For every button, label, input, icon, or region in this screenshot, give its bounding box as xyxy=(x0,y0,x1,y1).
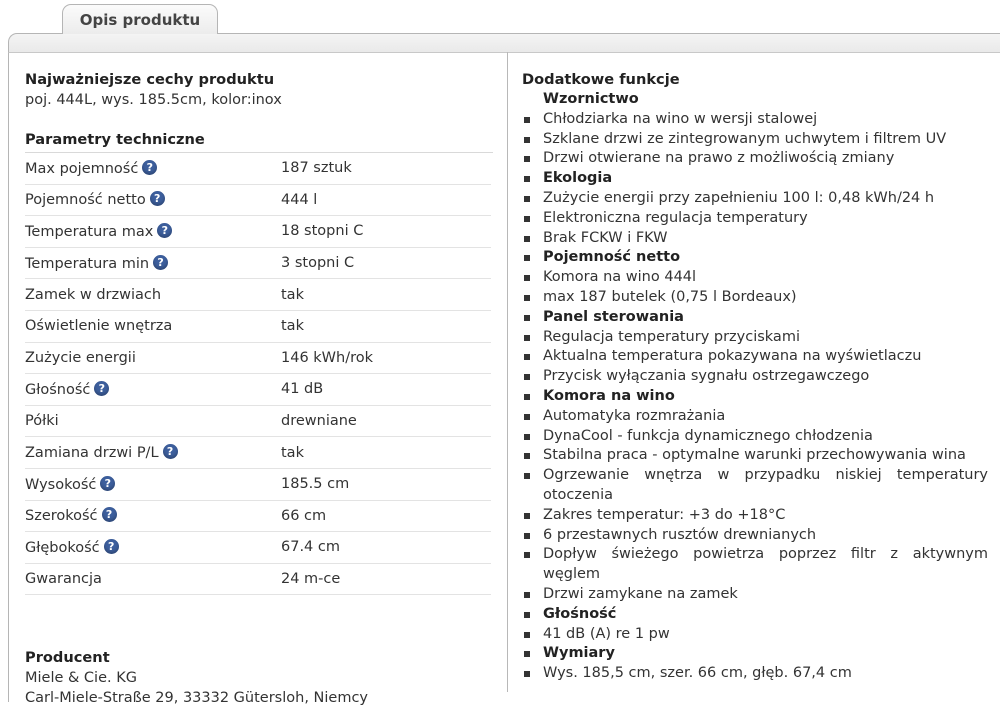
bullet-square-icon xyxy=(524,354,530,360)
param-name: Pojemność netto xyxy=(25,192,146,209)
feature-text: Brak FCKW i FKW xyxy=(543,229,668,246)
tab-product-description[interactable]: Opis produktu xyxy=(62,4,218,34)
param-name: Wysokość xyxy=(25,476,97,493)
feature-text: Ogrzewanie wnętrza w przypadku niskiej temperatury otoczenia xyxy=(543,467,988,503)
features-heading: Najważniejsze cechy produktu xyxy=(25,71,275,88)
feature-item xyxy=(522,328,988,348)
feature-text: Regulacja temperatury przyciskami xyxy=(543,328,800,345)
left-column xyxy=(25,70,493,708)
param-name-cell xyxy=(25,437,281,469)
bullet-square-icon xyxy=(524,236,530,242)
param-row xyxy=(25,310,491,342)
param-name: Zamiana drzwi P/L xyxy=(25,445,159,462)
feature-text: max 187 butelek (0,75 l Bordeaux) xyxy=(543,288,797,305)
feature-text: Wymiary xyxy=(543,645,615,662)
feature-text: Wys. 185,5 cm, szer. 66 cm, głęb. 67,4 cm xyxy=(543,665,852,682)
feature-item xyxy=(522,526,988,546)
feature-text: Chłodziarka na wino w wersji stalowej xyxy=(543,110,818,127)
right-column xyxy=(522,70,988,684)
param-value: drewniane xyxy=(281,405,491,437)
feature-text: 41 dB (A) re 1 pw xyxy=(543,625,670,642)
param-value: 18 stopni C xyxy=(281,216,491,248)
param-value: 67.4 cm xyxy=(281,532,491,564)
feature-item xyxy=(522,288,988,308)
bullet-square-icon xyxy=(524,632,530,638)
param-name-cell xyxy=(25,500,281,532)
bullet-square-icon xyxy=(524,552,530,558)
feature-item xyxy=(522,229,988,249)
param-name: Temperatura min xyxy=(25,255,150,272)
param-name-cell xyxy=(25,184,281,216)
bullet-square-icon xyxy=(524,295,530,301)
bullet-square-icon xyxy=(524,137,530,143)
feature-text: Drzwi otwierane na prawo z możliwością zmiany xyxy=(543,150,895,167)
extra-features-list xyxy=(522,90,988,684)
bullet-square-icon xyxy=(524,533,530,539)
param-row xyxy=(25,532,491,564)
feature-subheading xyxy=(522,387,988,407)
param-name-cell xyxy=(25,532,281,564)
param-name-cell xyxy=(25,279,281,311)
param-name: Zamek w drzwiach xyxy=(25,286,162,303)
param-name: Zużycie energii xyxy=(25,349,136,366)
param-value: 444 l xyxy=(281,184,491,216)
help-question-icon[interactable]: ? xyxy=(153,255,168,270)
param-name-cell xyxy=(25,468,281,500)
feature-item xyxy=(522,367,988,387)
feature-item xyxy=(522,466,988,506)
param-name: Głębokość xyxy=(25,539,100,556)
param-value: tak xyxy=(281,437,491,469)
bullet-square-icon xyxy=(524,255,530,261)
param-value: 146 kWh/rok xyxy=(281,342,491,374)
param-row xyxy=(25,563,491,595)
param-name-cell xyxy=(25,153,281,184)
param-name: Szerokość xyxy=(25,508,98,525)
feature-text: Głośność xyxy=(543,605,617,622)
feature-item xyxy=(522,130,988,150)
params-heading: Parametry techniczne xyxy=(25,130,493,153)
bullet-square-icon xyxy=(524,434,530,440)
feature-text: 6 przestawnych rusztów drewnianych xyxy=(543,526,817,543)
feature-text: Szklane drzwi ze zintegrowanym uchwytem i filtrem UV xyxy=(543,130,947,147)
param-row xyxy=(25,405,491,437)
feature-item xyxy=(522,545,988,585)
param-row xyxy=(25,279,491,311)
param-value: 3 stopni C xyxy=(281,247,491,279)
help-question-icon[interactable]: ? xyxy=(157,223,172,238)
param-name-cell xyxy=(25,310,281,342)
param-value: 187 sztuk xyxy=(281,153,491,184)
bullet-square-icon xyxy=(524,176,530,182)
feature-text: Panel sterowania xyxy=(543,308,684,325)
param-value: 24 m-ce xyxy=(281,563,491,595)
param-name: Gwarancja xyxy=(25,571,102,588)
feature-text: Ekologia xyxy=(543,170,613,187)
bullet-square-icon xyxy=(524,275,530,281)
bullet-square-icon xyxy=(524,196,530,202)
param-name: Max pojemność xyxy=(25,160,139,177)
feature-item xyxy=(522,625,988,645)
feature-subheading xyxy=(522,605,988,625)
param-row xyxy=(25,374,491,406)
feature-text: Pojemność netto xyxy=(543,249,681,266)
param-value: 185.5 cm xyxy=(281,468,491,500)
feature-subheading xyxy=(522,169,988,189)
help-question-icon[interactable]: ? xyxy=(142,160,157,175)
producer-section xyxy=(25,648,493,708)
bullet-square-icon xyxy=(524,216,530,222)
feature-item xyxy=(522,407,988,427)
bullet-square-icon xyxy=(524,513,530,519)
feature-text: Stabilna praca - optymalne warunki przechowywania wina xyxy=(543,447,966,464)
feature-text: Zużycie energii przy zapełnieniu 100 l: 0,48 kWh/24 h xyxy=(543,189,935,206)
feature-item xyxy=(522,110,988,130)
bullet-square-icon xyxy=(524,671,530,677)
param-name-cell xyxy=(25,563,281,595)
param-row xyxy=(25,342,491,374)
feature-text: Dopływ świeżego powietrza poprzez filtr z aktywnym węglem xyxy=(543,546,988,583)
help-question-icon[interactable]: ? xyxy=(94,381,109,396)
param-name-cell xyxy=(25,374,281,406)
feature-text: Wzornictwo xyxy=(543,91,639,107)
param-name: Głośność xyxy=(25,381,91,398)
feature-text: DynaCool - funkcja dynamicznego chłodzenia xyxy=(543,427,873,444)
help-question-icon[interactable]: ? xyxy=(102,507,117,522)
param-name-cell xyxy=(25,247,281,279)
feature-item xyxy=(522,664,988,684)
param-row xyxy=(25,468,491,500)
feature-text: Aktualna temperatura pokazywana na wyświetlaczu xyxy=(543,348,922,365)
feature-text: Automatyka rozmrażania xyxy=(543,407,726,424)
tab-panel-header xyxy=(8,33,1000,53)
feature-item xyxy=(522,506,988,526)
param-row xyxy=(25,184,491,216)
bullet-square-icon xyxy=(524,473,530,479)
bullet-square-icon xyxy=(524,651,530,657)
help-question-icon[interactable]: ? xyxy=(100,476,115,491)
param-name: Temperatura max xyxy=(25,223,154,240)
extra-features-heading: Dodatkowe funkcje xyxy=(522,71,680,88)
feature-text: Komora na wino 444l xyxy=(543,269,697,286)
help-question-icon[interactable]: ? xyxy=(150,191,165,206)
feature-item xyxy=(522,427,988,447)
producer-name: Miele & Cie. KG xyxy=(25,670,137,687)
producer-heading: Producent xyxy=(25,649,110,667)
feature-item xyxy=(522,268,988,288)
param-value: tak xyxy=(281,310,491,342)
feature-text: Drzwi zamykane na zamek xyxy=(543,585,738,602)
feature-item xyxy=(522,446,988,466)
param-name-cell xyxy=(25,342,281,374)
feature-item xyxy=(522,149,988,169)
bullet-square-icon xyxy=(524,394,530,400)
param-value: 66 cm xyxy=(281,500,491,532)
feature-item xyxy=(522,585,988,605)
feature-item xyxy=(522,209,988,229)
params-table xyxy=(25,153,491,595)
help-question-icon[interactable]: ? xyxy=(104,539,119,554)
param-name: Półki xyxy=(25,413,59,430)
param-value: 41 dB xyxy=(281,374,491,406)
bullet-square-icon xyxy=(524,335,530,341)
param-value: tak xyxy=(281,279,491,311)
feature-subheading xyxy=(522,644,988,664)
param-row xyxy=(25,153,491,184)
producer-address: Carl-Miele-Straße 29, 33332 Gütersloh, Niemcy xyxy=(25,690,369,707)
bullet-square-icon xyxy=(524,374,530,380)
feature-text: Komora na wino xyxy=(543,387,675,404)
param-name: Oświetlenie wnętrza xyxy=(25,318,173,335)
help-question-icon[interactable]: ? xyxy=(163,444,178,459)
bullet-square-icon xyxy=(524,612,530,618)
param-row xyxy=(25,437,491,469)
bullet-square-icon xyxy=(524,414,530,420)
param-row xyxy=(25,247,491,279)
column-divider xyxy=(507,52,508,692)
feature-text: Elektroniczna regulacja temperatury xyxy=(543,209,808,226)
param-row xyxy=(25,216,491,248)
bullet-square-icon xyxy=(524,117,530,123)
param-row xyxy=(25,500,491,532)
feature-subheading xyxy=(522,90,988,110)
features-text: poj. 444L, wys. 185.5cm, kolor:inox xyxy=(25,92,282,108)
feature-subheading xyxy=(522,308,988,328)
feature-item xyxy=(522,189,988,209)
bullet-square-icon xyxy=(524,592,530,598)
bullet-square-icon xyxy=(524,315,530,321)
feature-item xyxy=(522,347,988,367)
feature-text: Zakres temperatur: +3 do +18°C xyxy=(543,506,786,523)
bullet-square-icon xyxy=(524,156,530,162)
feature-text: Przycisk wyłączania sygnału ostrzegawczego xyxy=(543,368,870,385)
param-name-cell xyxy=(25,405,281,437)
param-name-cell xyxy=(25,216,281,248)
bullet-square-icon xyxy=(524,453,530,459)
feature-subheading xyxy=(522,248,988,268)
